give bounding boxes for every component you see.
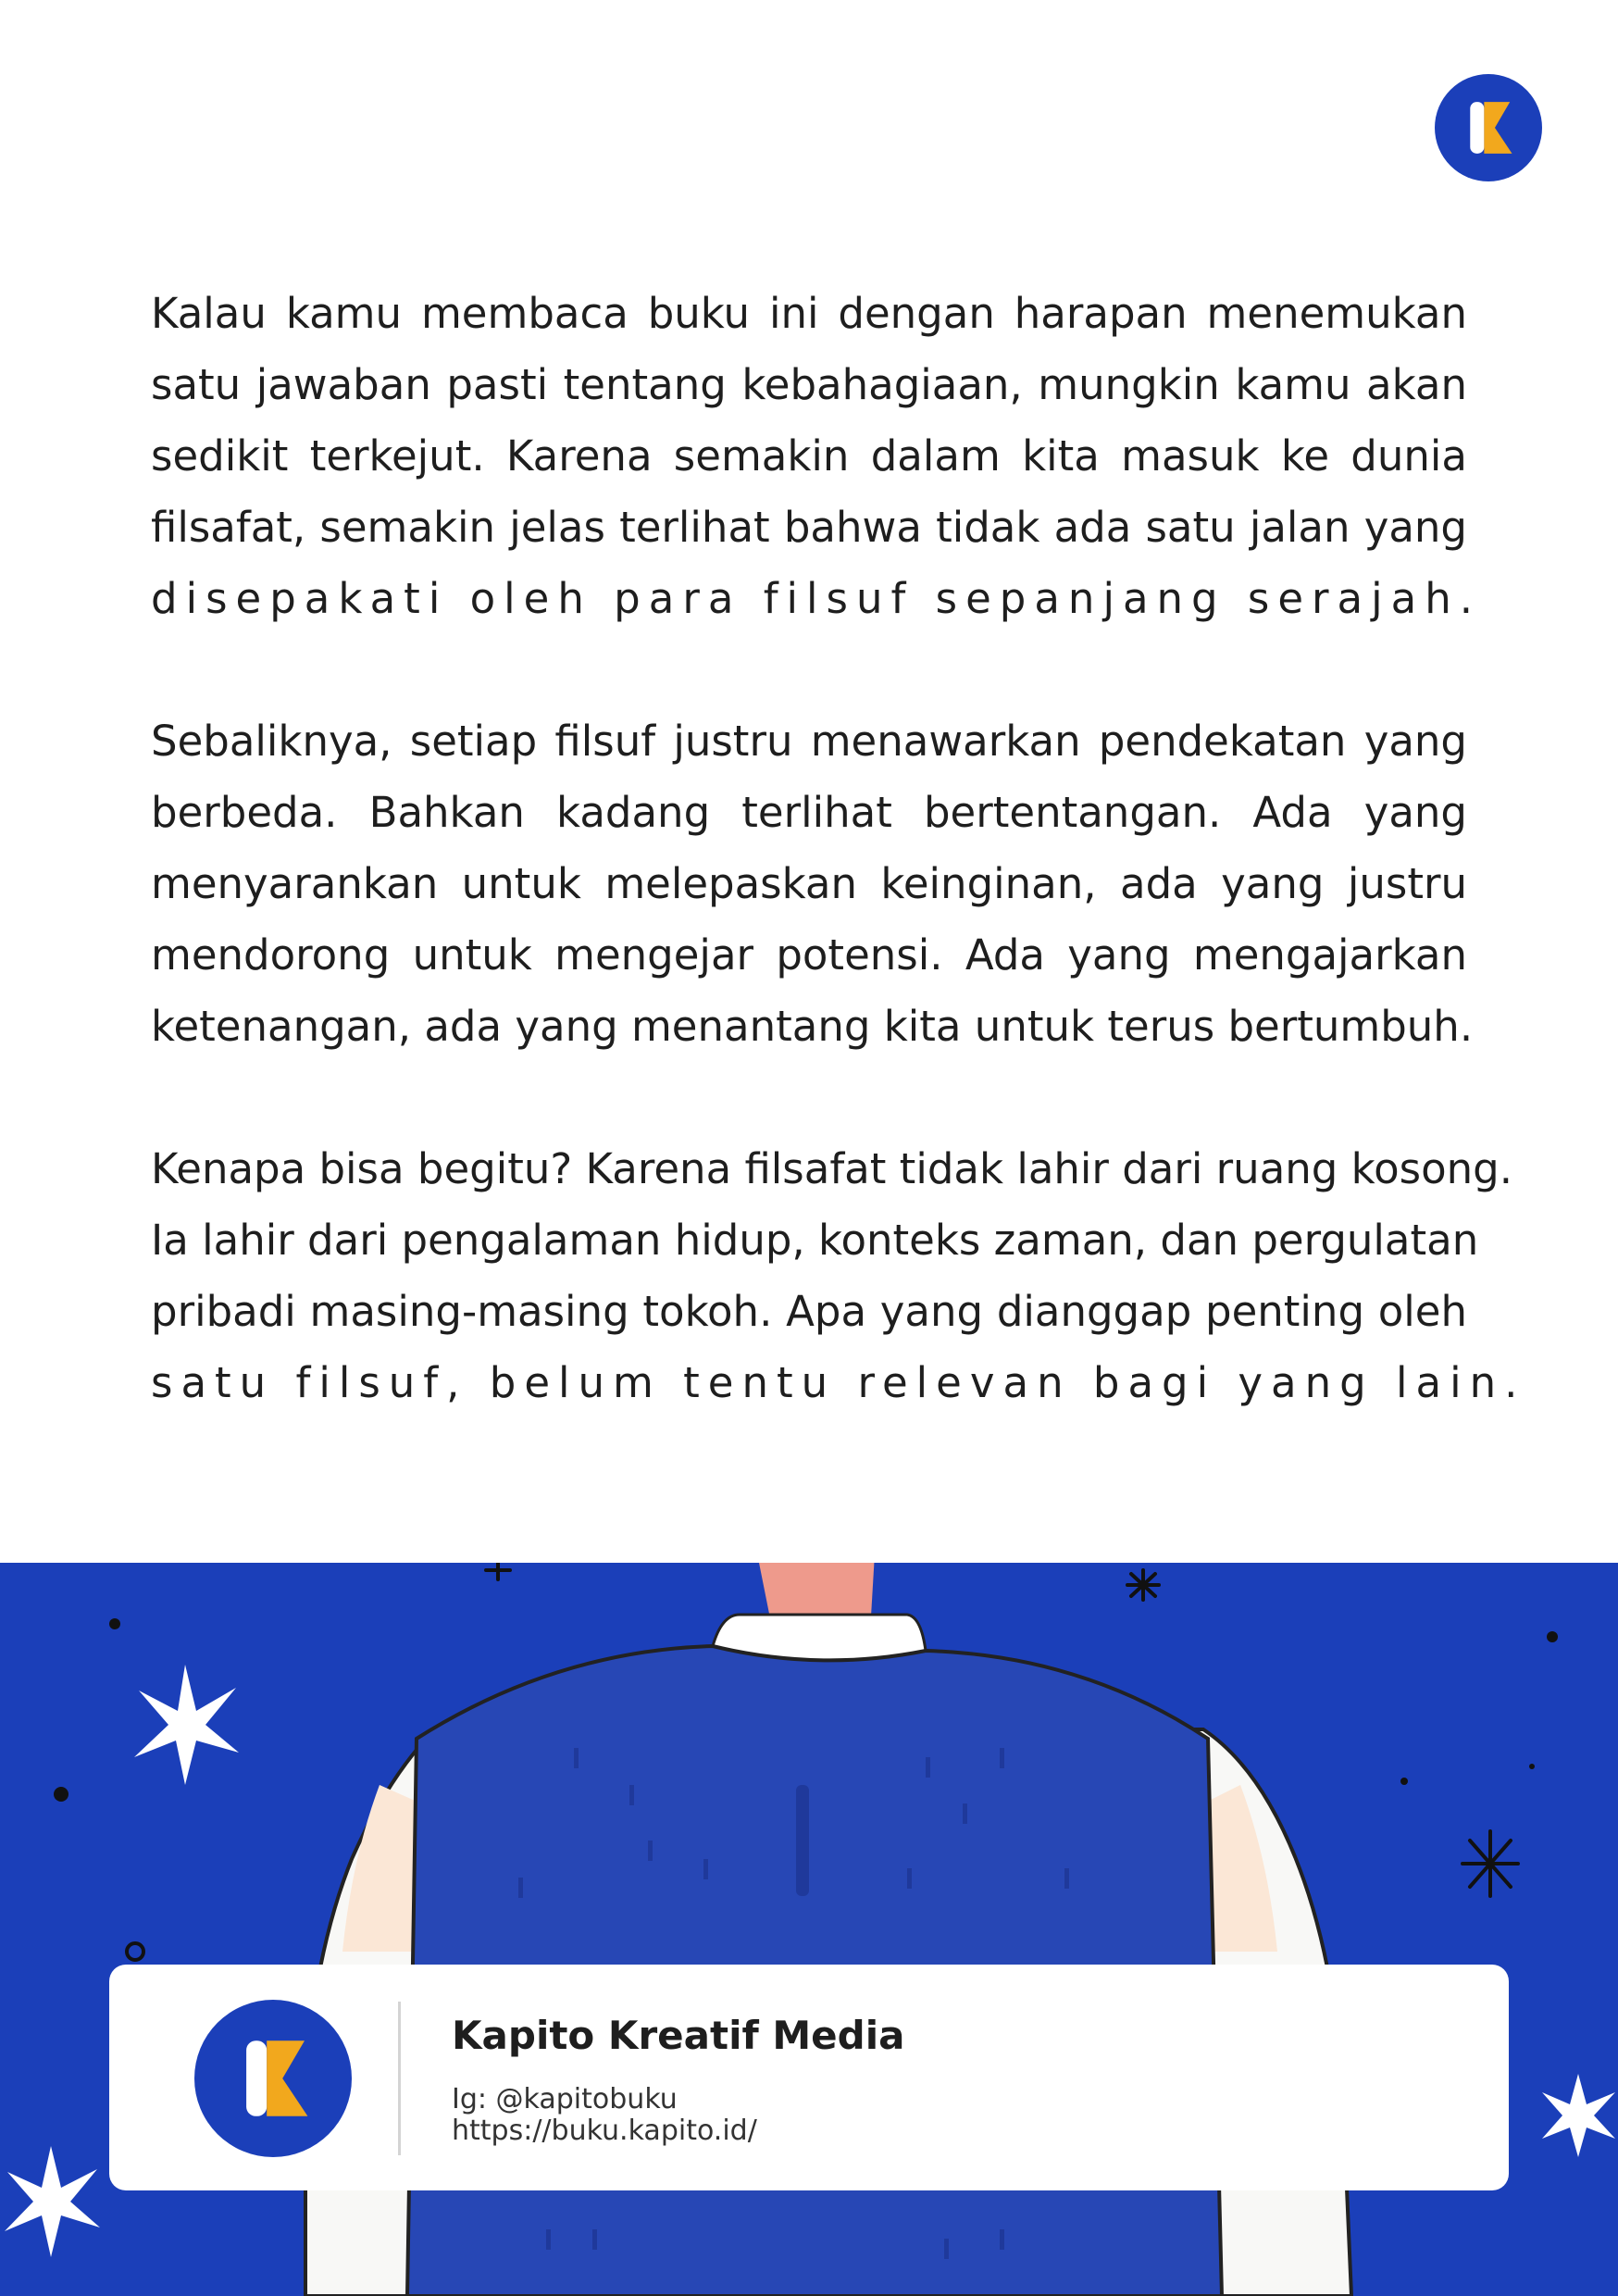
text-line: sedikit terkejut. Karena semakin dalam kita masuk ke dunia <box>151 431 1467 480</box>
kapito-logo-icon <box>1435 74 1542 181</box>
text-line: disepakati oleh para filsuf sepanjang serajah. <box>151 574 1482 623</box>
instagram-handle: Ig: @kapitobuku <box>452 2083 678 2115</box>
publisher-name: Kapito Kreatif Media <box>452 2013 905 2058</box>
text-line: berbeda. Bahkan kadang terlihat bertentangan. Ada yang <box>151 788 1467 837</box>
text-line: filsafat, semakin jelas terlihat bahwa tidak ada satu jalan yang <box>151 503 1467 552</box>
article-body <box>151 278 1526 1490</box>
text-line: ketenangan, ada yang menantang kita untuk terus bertumbuh. <box>151 1002 1474 1051</box>
text-line: Sebaliknya, setiap filsuf justru menawarkan pendekatan yang <box>151 717 1467 766</box>
text-line: satu jawaban pasti tentang kebahagiaan, mungkin kamu akan <box>151 360 1467 409</box>
text-line: Kenapa bisa begitu? Karena filsafat tidak lahir dari ruang kosong. <box>151 1144 1513 1193</box>
website-link[interactable]: https://buku.kapito.id/ <box>452 2115 757 2147</box>
kapito-logo-icon <box>194 2000 352 2157</box>
text-line: mendorong untuk mengejar potensi. Ada yang mengajarkan <box>151 930 1467 980</box>
paragraph-1 <box>151 278 1482 634</box>
text-line: Ia lahir dari pengalaman hidup, konteks zaman, dan pergulatan <box>151 1216 1479 1265</box>
divider <box>398 2002 401 2155</box>
text-line: pribadi masing-masing tokoh. Apa yang dianggap penting oleh <box>151 1287 1467 1336</box>
text-line: menyarankan untuk melepaskan keinginan, ada yang justru <box>151 859 1467 908</box>
paragraph-3 <box>151 1133 1526 1418</box>
text-line: satu filsuf, belum tentu relevan bagi yang lain. <box>151 1358 1526 1407</box>
paragraph-2 <box>151 705 1474 1062</box>
publisher-card <box>109 1965 1509 2190</box>
text-line: Kalau kamu membaca buku ini dengan harapan menemukan <box>151 289 1467 338</box>
